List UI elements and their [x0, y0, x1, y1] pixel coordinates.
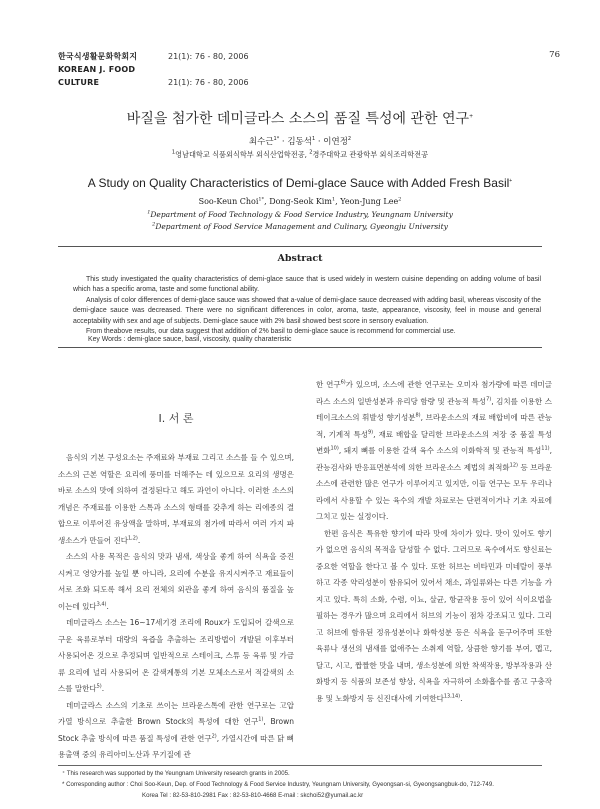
author-3-ko-sup: 2 — [347, 136, 352, 143]
citation: 3,4) — [96, 601, 107, 607]
author-3-en-sup: 2 — [398, 196, 402, 203]
citation: 9) — [367, 429, 374, 435]
affiliations-korean — [0, 150, 600, 160]
author-2-ko-sup: 1 — [311, 136, 316, 143]
body-text: 음식의 기본 구성요소는 주재료와 부재료 그리고 소스를 들 수 있으며, 소스의 근본 역할은 요리에 풍미를 더해주는 데 있으므로 요리의 생명은 바로 소스의 맛에 의하여 결정된다고 해도 과언이 아니다. 이러한 소스의 개념은 주재료를 이용한 스톡과 소스의 형태를 갖추게 하는 리에종의 결합으로 이루어진 유상액을 말하며, 부재료의 첨가에 따라서 여러 가지 파생소스가 만들어 진다 — [58, 453, 294, 545]
abstract-body — [73, 275, 541, 337]
affiliation-1-ko-sup: 1 — [171, 149, 176, 156]
author-3-ko: 이연정 — [323, 137, 348, 147]
abstract-top-rule — [58, 246, 542, 247]
footnote-contact: Korea Tel : 82-53-810-2981 Fax : 82-53-810-4668 E-mail : skchoi52@yumail.ac.kr — [142, 792, 364, 799]
body-text: 등 브라운소스에 관련한 많은 연구가 이루어지고 있지만, 이들 연구는 모두 우리나라에서 사용할 수 있는 육수의 개발 차료로는 단편적이거나 기초 자료에 그치고 있는 실정이다. — [316, 462, 552, 521]
journal-name-ko: 한국식생활문화학회지 — [58, 52, 138, 61]
body-paragraph — [58, 698, 294, 764]
author-separator: · — [279, 137, 288, 147]
body-paragraph — [58, 549, 294, 615]
citation: 1) — [258, 716, 264, 723]
abstract-heading: Abstract — [277, 253, 323, 264]
affiliation-1-english — [0, 210, 600, 219]
right-column — [316, 377, 552, 707]
page-number: 76 — [549, 50, 560, 60]
title-korean-text: 바질을 첨가한 데미글라스 소스의 품질 특성에 관한 연구 — [126, 111, 469, 127]
affiliation-1-ko: 영남대학교 식품외식학부 외식산업학전공, — [175, 150, 310, 159]
body-text: . — [101, 684, 105, 693]
title-footnote-mark: + — [469, 113, 474, 120]
citation: 5) — [96, 683, 102, 690]
body-text: , 브라운소스의 재료 배합비에 따른 관능적, 기계적 특성 — [316, 413, 552, 439]
keywords-list: demi-glace sauce, basil, viscosity, quality charateristic — [127, 336, 292, 343]
footnote-rule — [58, 765, 542, 766]
body-text: . — [106, 601, 109, 611]
affiliation-2-ko: 경주대학교 관광학부 외식조리학전공 — [312, 150, 429, 159]
affiliation-2-en-sup: 2 — [152, 221, 156, 228]
authors-english — [0, 197, 600, 206]
volume-info-en: 21(1): 76 - 80, 2006 — [168, 78, 249, 87]
title-english — [0, 176, 600, 190]
journal-name-en: KOREAN J. FOOD CULTURE — [58, 65, 136, 87]
body-text: , 재료 배합을 달리한 브라운소스의 저장 중 품질 특성 변화 — [316, 429, 552, 455]
body-paragraph — [58, 450, 294, 549]
author-3-en: Yeon-Jung Lee — [340, 197, 399, 206]
author-1-en-sup: 1* — [258, 196, 265, 203]
citation: 11) — [541, 445, 550, 452]
citation: 1,2) — [127, 535, 138, 541]
body-text: , 가열시간에 따른 닭 뼈 용출액 중의 유리아미노산과 무기질에 관 — [58, 733, 294, 759]
author-1-ko-sup: 1* — [273, 136, 280, 143]
body-text: , 관능검사와 반응표면분석에 의한 브라운소스 제법의 최적화 — [316, 446, 552, 472]
body-text: , 돼지 뼈를 이용한 갈색 육수 소스의 이화학적 및 관능적 특성 — [338, 446, 542, 455]
author-separator: , — [264, 197, 270, 206]
citation: 10) — [330, 445, 339, 452]
affiliation-1-en-sup: 1 — [147, 209, 151, 216]
affiliation-1-en-text: Department of Food Technology & Food Service Industry, Yeungnam University — [150, 210, 453, 219]
body-text: 소스의 사용 목적은 음식의 맛과 냄새, 색상을 좋게 하여 식욕을 증진시켜고 영양가를 높일 뿐 아니라, 요리에 수분을 유지시켜주고 재료들이 서로 조화 되도록 해서 요리 전체의 외관을 좋게 하여 음식의 품질을 높이는데 있다 — [58, 552, 294, 611]
author-1-ko: 최수근 — [248, 137, 274, 147]
title-korean — [0, 108, 600, 128]
body-text: . — [460, 693, 463, 703]
footnote-funding: ⁺ This research was supported by the Yeungnam University research grants in 2005. — [62, 770, 290, 777]
journal-header — [58, 50, 249, 89]
author-2-en-sup: 1 — [331, 196, 336, 203]
author-separator: , — [335, 197, 341, 206]
body-paragraph — [316, 377, 552, 526]
body-text: , 김치를 이용한 스테이크소스의 휘발성 향기성분 — [316, 396, 552, 422]
volume-info-ko: 21(1): 76 - 80, 2006 — [168, 52, 249, 61]
abstract-paragraph: This study investigated the quality characteristics of demi-glace sauce that is used widely in western cuisine depending on adding volume of basil which has a specific aroma, taste and some functional ability. — [73, 276, 541, 294]
body-text: 데미글라스 소스는 16~17세기경 조리에 Roux가 도입되어 갈색으로 구운 육류로부터 대량의 육즙을 추출하는 조리방법이 개발된 이후부터 사용되어온 것으로 추정되며 일반적으로 스테이크, 스튜 등 육류 및 가금류 요리에 널리 사용되어 온 갈색계통의 기본 모체소스로서 적갈색의 소스를 말한다 — [58, 618, 294, 693]
abstract-bottom-rule — [58, 347, 542, 348]
author-2-ko: 김동석 — [287, 137, 312, 147]
body-text: . — [137, 535, 141, 545]
keywords-label: Key Words : — [88, 336, 128, 343]
authors-korean — [0, 135, 600, 147]
citation: 2) — [211, 733, 217, 739]
left-column — [58, 450, 294, 764]
citation: 7) — [486, 396, 492, 402]
affiliation-2-en-text: Department of Food Service Management and Culinary, Gyeongju University — [155, 222, 448, 231]
body-text: , Brown Stock 추출 방식에 따른 품질 특성에 관한 연구 — [58, 717, 294, 743]
keywords — [88, 336, 292, 343]
body-text: 한편 음식은 특유한 향기에 따라 맛에 차이가 있다. 맛이 있어도 향기가 없으면 음식의 목적을 달성할 수 없다. 그러므로 육수에서도 향신료는 중요한 역할을 한다고 볼 수 있다. 또한 허브는 비타민과 미네랄이 풍부하고 각종 약리성분이 함유되어 있어서 채소, 과일류와는 다른 기능을 가지고 있다. 특히 소화, 수렴, 이뇨, 살균, 항균작용 등이 있어 식이요법을 필하는 경우가 많으며 요리에서 허브의 기능이 점차 강조되고 있다. 그리고 허브에 함유된 정유성분이나 화학성분 등은 식욕을 돋구어주며 또한 육류나 생선의 냄새를 없애주는 소취제 역할, 상큼한 향기를 부여, 맵고, 달고, 시고, 짭짤한 맛을 내며, 생소성분에 의한 착색작용, 방부작용과 산화방지 등 식품의 보존성 향상, 식욕을 자극하여 소화흡수를 좀고 구충작용 및 노화방지 등 신진대사에 기여한다 — [316, 528, 552, 703]
body-text: 데미글라스 소스의 기초로 쓰이는 브라운스톡에 관한 연구로는 고압 가열 방식으로 추출한 Brown Stock의 특성에 대한 연구 — [58, 700, 294, 726]
author-2-en: Dong-Seok Kim — [269, 197, 332, 206]
citation: 12) — [509, 462, 518, 468]
citation: 13,14) — [443, 693, 461, 699]
body-paragraph — [58, 615, 294, 698]
body-paragraph — [316, 526, 552, 708]
title-english-text: A Study on Quality Characteristics of Demi-glace Sauce with Added Fresh Basil — [87, 176, 510, 190]
body-text: 가 있으며, 소스에 관한 연구로는 오미자 첨가량에 따른 데미글라스 소스의 일반성분과 유리당 함량 및 관능적 특성 — [316, 380, 552, 406]
title-footnote-mark: + — [509, 178, 513, 184]
affiliation-2-ko-sup: 2 — [309, 149, 313, 156]
body-text: 한 연구 — [316, 380, 341, 389]
footnote-corresponding-author: * Corresponding author : Choi Soo-Keun, Dep. of Food Technology & Food Service Industry, Yeungnam University, Gyeongsan-si, Gyeongsangbuk-do, 712-749. — [62, 781, 494, 788]
abstract-paragraph: From theabove results, our data suggest that addition of 2% basil to demi-glace sauce is recommend for commercial use. — [86, 328, 456, 336]
author-1-en: Soo-Keun Choi — [198, 197, 259, 206]
citation: 6) — [340, 379, 346, 386]
section-heading: I. 서 론 — [158, 412, 194, 425]
affiliation-2-english — [0, 222, 600, 231]
citation: 8) — [415, 412, 421, 419]
abstract-paragraph: Analysis of color differences of demi-glace sauce was showed that a-value of demi-glace sauce decreased with adding basil, whereas viscosity of the demi-glace sauce was decreased. There were no significant differences in color, aroma, taste, appearance, viscosity, feel in mouse and general acceptability with sex and age of subjects. Demi-glace sauce with 2% basil showed best score in sensory evaluation. — [73, 296, 541, 325]
author-separator: · — [315, 137, 324, 147]
